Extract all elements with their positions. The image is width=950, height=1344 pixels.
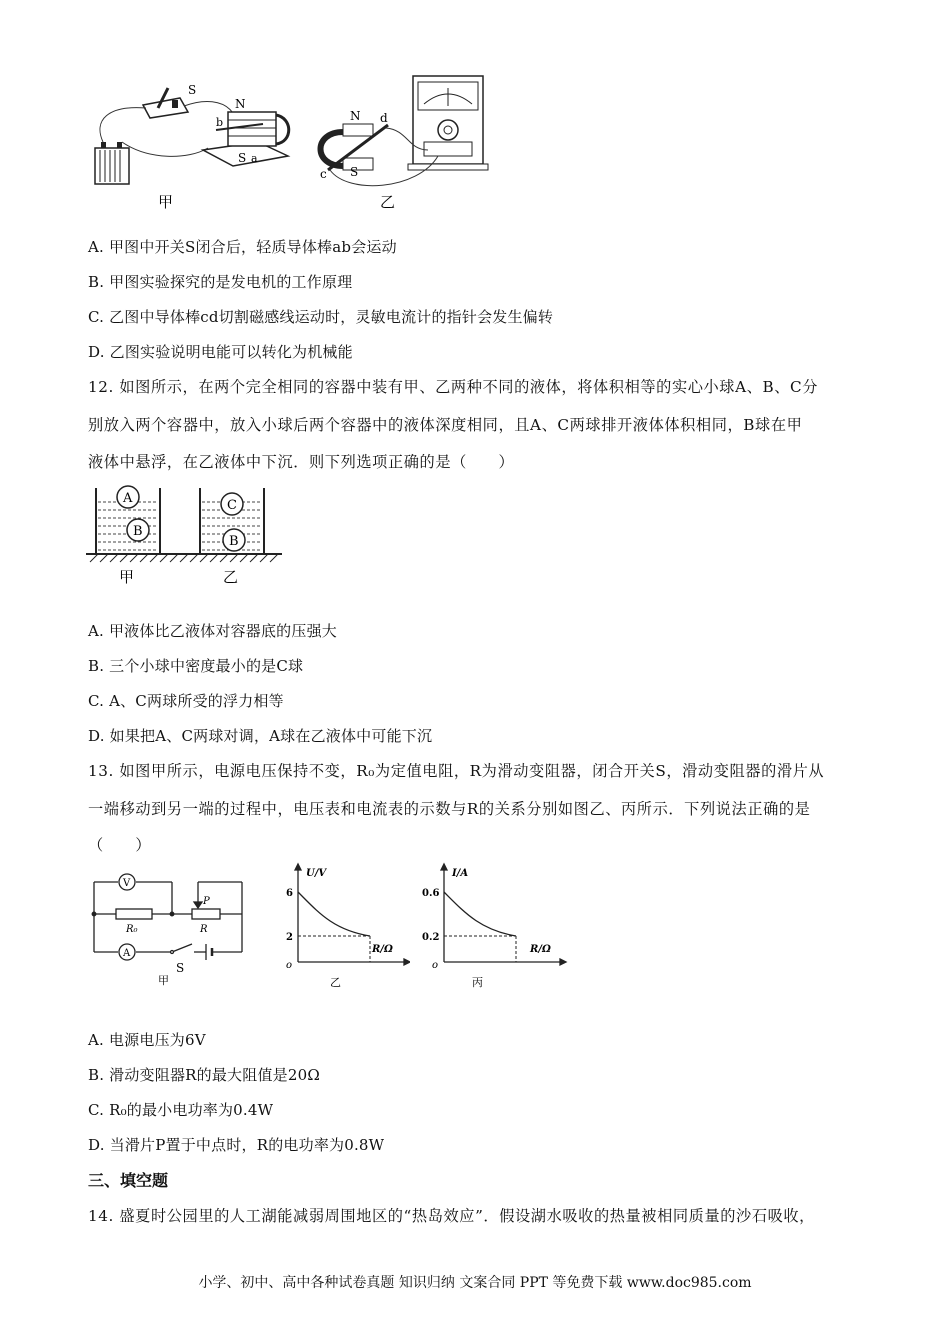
label-P: P: [203, 896, 210, 907]
caption-yi: 乙: [223, 568, 239, 586]
q12-option-d: D. 如果把A、C两球对调，A球在乙液体中可能下沉: [88, 727, 433, 745]
q13-graph-bing: [420, 862, 570, 992]
label-N2: N: [350, 109, 361, 123]
q11-figure: [88, 70, 508, 215]
label-S3: S: [350, 165, 359, 179]
q11-option-d: D. 乙图实验说明电能可以转化为机械能: [88, 343, 353, 361]
q12-line-2: 别放入两个容器中，放入小球后两个容器中的液体深度相同，且A、C两球排开液体体积相同，B球在甲: [88, 416, 803, 434]
meter-V: V: [123, 878, 131, 889]
label-R0: R₀: [126, 924, 138, 935]
caption: 乙: [330, 976, 341, 989]
q13-line-1: 13. 如图甲所示，电源电压保持不变，R₀为定值电阻，R为滑动变阻器，闭合开关S，滑动变阻器的滑片从: [88, 762, 825, 780]
ylabel: I/A: [452, 868, 469, 879]
q12-figure: [86, 484, 286, 589]
q12-line-3: 液体中悬浮，在乙液体中下沉．则下列选项正确的是（ ）: [88, 453, 515, 471]
origin: o: [286, 960, 293, 971]
caption-yi: 乙: [380, 193, 396, 211]
q12-option-c: C. A、C两球所受的浮力相等: [88, 692, 284, 710]
ball-A: A: [123, 491, 133, 506]
q13-line-3: （ ）: [88, 836, 152, 854]
caption-jia: 甲: [158, 193, 174, 211]
switch-icon: [143, 88, 188, 118]
tick-top: 6: [286, 888, 293, 899]
ball-C: C: [227, 498, 237, 513]
xlabel: R/Ω: [530, 944, 551, 955]
ylabel: U/V: [306, 868, 327, 879]
curve-u: [298, 892, 370, 936]
battery-icon: [95, 142, 129, 184]
caption-jia: 甲: [119, 568, 135, 586]
q12-option-a: A. 甲液体比乙液体对容器底的压强大: [88, 622, 337, 640]
galvanometer-icon: [408, 76, 488, 170]
q14-line-1: 14. 盛夏时公园里的人工湖能减弱周围地区的“热岛效应”．假设湖水吸收的热量被相同质量的沙石吸收，: [88, 1207, 815, 1225]
q11-option-c: C. 乙图中导体棒cd切割磁感线运动时，灵敏电流计的指针会发生偏转: [88, 308, 554, 326]
q13-option-b: B. 滑动变阻器R的最大阻值是20Ω: [88, 1066, 320, 1084]
label-S: S: [188, 83, 197, 97]
q13-option-a: A. 电源电压为6V: [88, 1031, 206, 1049]
q11-option-a: A. 甲图中开关S闭合后，轻质导体棒ab会运动: [88, 238, 397, 256]
tick-mid: 2: [286, 932, 293, 943]
q12-line-1: 12. 如图所示，在两个完全相同的容器中装有甲、乙两种不同的液体，将体积相等的实心小球A、B、C分: [88, 378, 819, 396]
label-b: b: [216, 116, 224, 129]
footer-text: 小学、初中、高中各种试卷真题 知识归纳 文案合同 PPT 等免费下载 www.doc985.com: [198, 1275, 752, 1291]
label-S: S: [176, 961, 185, 975]
label-N: N: [235, 97, 246, 111]
label-R: R: [200, 924, 208, 935]
meter-A: A: [123, 948, 131, 959]
curve-i: [444, 892, 516, 936]
label-c: c: [320, 167, 327, 181]
tick-top: 0.6: [422, 888, 440, 899]
ball-B: B: [133, 524, 143, 539]
horseshoe-magnet-icon: [321, 124, 389, 170]
q13-option-c: C. R₀的最小电功率为0.4W: [88, 1101, 274, 1119]
caption: 丙: [472, 976, 483, 989]
section-title: 三、填空题: [88, 1171, 169, 1190]
origin: o: [432, 960, 439, 971]
q13-line-2: 一端移动到另一端的过程中，电压表和电流表的示数与R的关系分别如图乙、丙所示．下列说法正确的是: [88, 800, 811, 818]
label-S2: S: [238, 151, 247, 165]
q12-option-b: B. 三个小球中密度最小的是C球: [88, 657, 304, 675]
q13-graph-yi: [278, 862, 410, 992]
xlabel: R/Ω: [372, 944, 393, 955]
q13-circuit: [88, 868, 248, 993]
q13-option-d: D. 当滑片P置于中点时，R的电功率为0.8W: [88, 1136, 385, 1154]
q11-option-b: B. 甲图实验探究的是发电机的工作原理: [88, 273, 353, 291]
ball-B2: B: [229, 534, 239, 549]
caption-jia: 甲: [158, 974, 169, 987]
label-d: d: [380, 111, 388, 125]
tick-mid: 0.2: [422, 932, 440, 943]
label-a: a: [251, 152, 258, 165]
